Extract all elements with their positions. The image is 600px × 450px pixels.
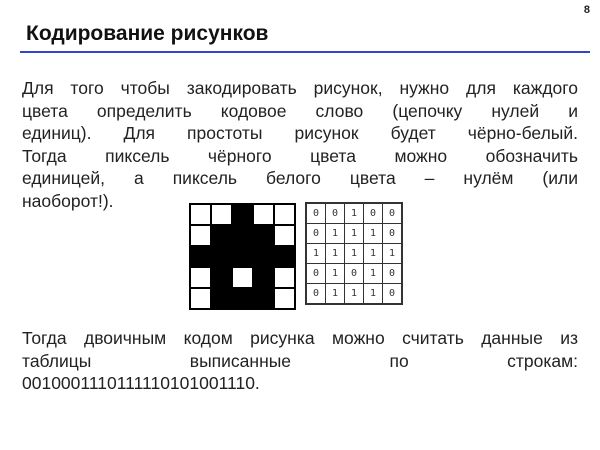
- pixel-cell: [275, 226, 294, 245]
- binary-code-string: 0010001110111110101001110.: [22, 373, 260, 393]
- binary-code-table: [305, 202, 403, 305]
- conclusion-line: таблицы выписанные по строкам:: [22, 350, 578, 371]
- intro-line: единицей, а пиксель белого цвета – нулём (или: [22, 168, 578, 188]
- table-cell: 0: [383, 264, 403, 284]
- intro-line: наоборот!).: [22, 190, 114, 211]
- pixel-cell: [212, 289, 231, 308]
- table-cell: 1: [345, 203, 364, 224]
- table-cell: 0: [383, 203, 403, 224]
- table-cell: 1: [364, 224, 383, 244]
- pixel-cell: [233, 289, 252, 308]
- pixel-cell: [191, 289, 210, 308]
- table-cell: 1: [326, 264, 345, 284]
- pixel-cell: [275, 289, 294, 308]
- table-cell: 0: [306, 284, 326, 305]
- pixel-cell: [254, 268, 273, 287]
- pixel-cell: [233, 205, 252, 224]
- page-number: 8: [583, 4, 590, 16]
- pixel-cell: [254, 205, 273, 224]
- table-row: [306, 224, 402, 244]
- title-divider: [20, 51, 590, 53]
- table-cell: 1: [383, 244, 403, 264]
- table-row: [306, 264, 402, 284]
- intro-paragraph: [22, 77, 578, 212]
- table-cell: 1: [364, 264, 383, 284]
- table-cell: 1: [364, 244, 383, 264]
- table-cell: 0: [306, 224, 326, 244]
- table-cell: 1: [364, 284, 383, 305]
- table-cell: 1: [345, 284, 364, 305]
- pixel-cell: [191, 247, 210, 266]
- pixel-cell: [212, 226, 231, 245]
- pixel-cell: [275, 268, 294, 287]
- conclusion-line: Тогда двоичным кодом рисунка можно считать данные из: [22, 328, 578, 348]
- table-cell: 1: [345, 244, 364, 264]
- pixel-cell: [233, 226, 252, 245]
- intro-line: Для того чтобы закодировать рисунок, нужно для каждого: [22, 78, 578, 98]
- table-cell: 1: [306, 244, 326, 264]
- table-cell: 0: [306, 264, 326, 284]
- intro-line: цвета определить кодовое слово (цепочку нулей и: [22, 100, 578, 121]
- intro-line: единиц). Для простоты рисунок будет чёрно-белый.: [22, 123, 578, 143]
- pixel-cell: [254, 289, 273, 308]
- table-cell: 0: [326, 203, 345, 224]
- pixel-cell: [233, 247, 252, 266]
- pixel-cell: [254, 226, 273, 245]
- pixel-cell: [212, 247, 231, 266]
- pixel-cell: [191, 226, 210, 245]
- conclusion-paragraph: [22, 327, 578, 395]
- table-cell: 0: [383, 284, 403, 305]
- pixel-cell: [254, 247, 273, 266]
- table-cell: 0: [364, 203, 383, 224]
- slide-title: Кодирование рисунков: [26, 22, 269, 45]
- table-cell: 1: [345, 224, 364, 244]
- table-row: [306, 244, 402, 264]
- table-cell: 1: [326, 224, 345, 244]
- table-cell: 0: [383, 224, 403, 244]
- pixel-image-grid: [189, 203, 296, 310]
- table-cell: 0: [306, 203, 326, 224]
- table-cell: 1: [326, 244, 345, 264]
- pixel-cell: [212, 268, 231, 287]
- intro-line: Тогда пиксель чёрного цвета можно обозначить: [22, 145, 578, 166]
- pixel-cell: [191, 205, 210, 224]
- pixel-cell: [212, 205, 231, 224]
- pixel-cell: [275, 247, 294, 266]
- pixel-cell: [275, 205, 294, 224]
- table-row: [306, 203, 402, 224]
- table-cell: 1: [326, 284, 345, 305]
- pixel-cell: [233, 268, 252, 287]
- table-row: [306, 284, 402, 305]
- table-cell: 0: [345, 264, 364, 284]
- pixel-cell: [191, 268, 210, 287]
